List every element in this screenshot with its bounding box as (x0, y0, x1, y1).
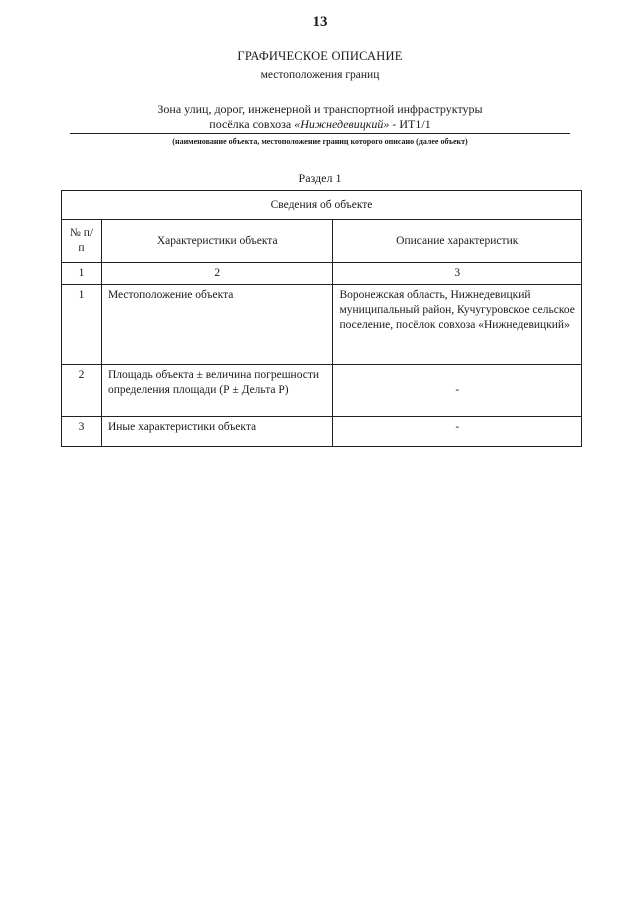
object-name (70, 102, 570, 132)
object-name-prefix: посёлка совхоза (209, 117, 295, 131)
row-characteristic: Иные характеристики объекта (101, 417, 333, 447)
header-characteristic: Характеристики объекта (101, 220, 333, 263)
object-name-line1: Зона улиц, дорог, инженерной и транспортной инфраструктуры (157, 102, 483, 116)
header-num: № п/п (62, 220, 102, 263)
column-number: 2 (101, 263, 333, 285)
object-info-table (61, 190, 582, 447)
table-row (62, 365, 582, 417)
table-row (62, 285, 582, 365)
document-title: ГРАФИЧЕСКОЕ ОПИСАНИЕ (237, 49, 403, 63)
document-subtitle: местоположения границ (260, 69, 380, 81)
row-num: 3 (62, 417, 102, 447)
page-number: 13 (312, 14, 328, 30)
table-caption-row (62, 191, 582, 220)
object-name-underline (70, 133, 570, 134)
object-name-caption: (наименование объекта, местоположение границ которого описано (далее объект) (172, 137, 468, 146)
section-title: Раздел 1 (298, 171, 342, 185)
column-number-row (62, 263, 582, 285)
object-name-italic: «Нижнедевицкий» (294, 117, 390, 131)
row-characteristic: Местоположение объекта (101, 285, 333, 365)
object-name-line2 (70, 117, 570, 132)
table-header-row (62, 220, 582, 263)
row-description: Воронежская область, Нижнедевицкий муниципальный район, Кучугуровское сельское поселение, посёлок совхоза «Нижнедевицкий» (333, 285, 582, 365)
row-description: - (333, 365, 582, 417)
column-number: 1 (62, 263, 102, 285)
row-num: 2 (62, 365, 102, 417)
column-number: 3 (333, 263, 582, 285)
object-name-suffix: - ИТ1/1 (389, 117, 431, 131)
table-row (62, 417, 582, 447)
row-characteristic: Площадь объекта ± величина погрешности определения площади (Р ± Дельта Р) (101, 365, 333, 417)
header-description: Описание характеристик (333, 220, 582, 263)
row-description: - (333, 417, 582, 447)
row-num: 1 (62, 285, 102, 365)
table-caption: Сведения об объекте (62, 191, 582, 220)
